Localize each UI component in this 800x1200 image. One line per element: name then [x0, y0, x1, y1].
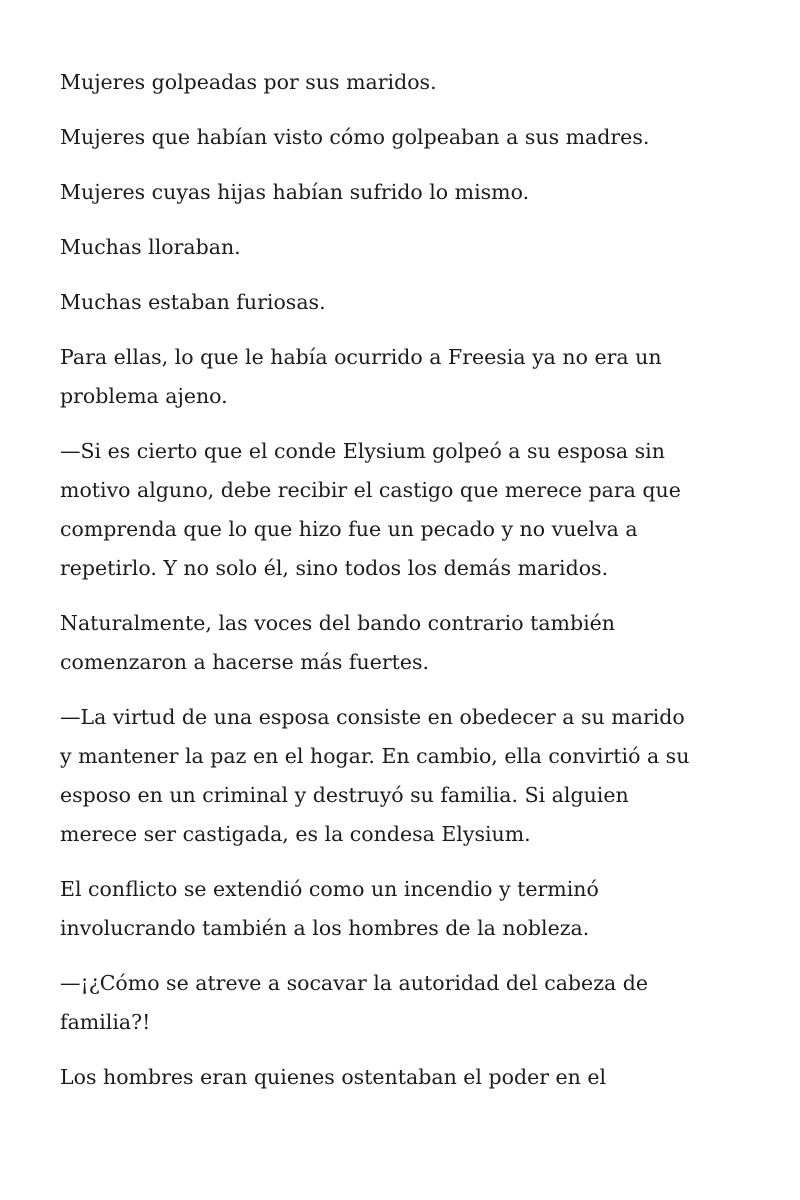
- text-line: comprenda que lo que hizo fue un pecado y no vuelva a: [60, 517, 638, 541]
- text-line: Los hombres eran quienes ostentaban el poder en el: [60, 1065, 607, 1089]
- paragraph: [60, 283, 750, 322]
- text-line: motivo alguno, debe recibir el castigo que merece para que: [60, 478, 681, 502]
- paragraph: [60, 118, 750, 157]
- text-line: esposo en un criminal y destruyó su familia. Si alguien: [60, 783, 629, 807]
- text-line: Para ellas, lo que le había ocurrido a Freesia ya no era un: [60, 345, 662, 369]
- text-line: merece ser castigada, es la condesa Elysium.: [60, 822, 531, 846]
- text-line: Mujeres golpeadas por sus maridos.: [60, 70, 437, 94]
- text-line: —¡¿Cómo se atreve a socavar la autoridad del cabeza de: [60, 971, 648, 995]
- text-line: repetirlo. Y no solo él, sino todos los demás maridos.: [60, 556, 609, 580]
- paragraph: [60, 870, 750, 948]
- paragraph: [60, 63, 750, 102]
- paragraph: [60, 698, 750, 854]
- text-line: El conflicto se extendió como un incendio y terminó: [60, 877, 599, 901]
- text-line: Muchas lloraban.: [60, 235, 241, 259]
- text-line: —La virtud de una esposa consiste en obedecer a su marido: [60, 705, 685, 729]
- text-line: problema ajeno.: [60, 384, 228, 408]
- paragraph: [60, 964, 750, 1042]
- text-line: Naturalmente, las voces del bando contrario también: [60, 611, 616, 635]
- paragraph: [60, 228, 750, 267]
- paragraph: [60, 338, 750, 416]
- text-line: comenzaron a hacerse más fuertes.: [60, 650, 430, 674]
- text-line: Mujeres cuyas hijas habían sufrido lo mismo.: [60, 180, 530, 204]
- paragraph: [60, 173, 750, 212]
- paragraph: [60, 604, 750, 682]
- text-line: Mujeres que habían visto cómo golpeaban a sus madres.: [60, 125, 650, 149]
- document-body: [60, 63, 750, 1113]
- text-line: Muchas estaban furiosas.: [60, 290, 326, 314]
- text-line: involucrando también a los hombres de la nobleza.: [60, 916, 590, 940]
- paragraph: [60, 432, 750, 588]
- text-line: y mantener la paz en el hogar. En cambio, ella convirtió a su: [60, 744, 690, 768]
- text-line: —Si es cierto que el conde Elysium golpeó a su esposa sin: [60, 439, 665, 463]
- text-line: familia?!: [60, 1010, 151, 1034]
- paragraph: [60, 1058, 750, 1097]
